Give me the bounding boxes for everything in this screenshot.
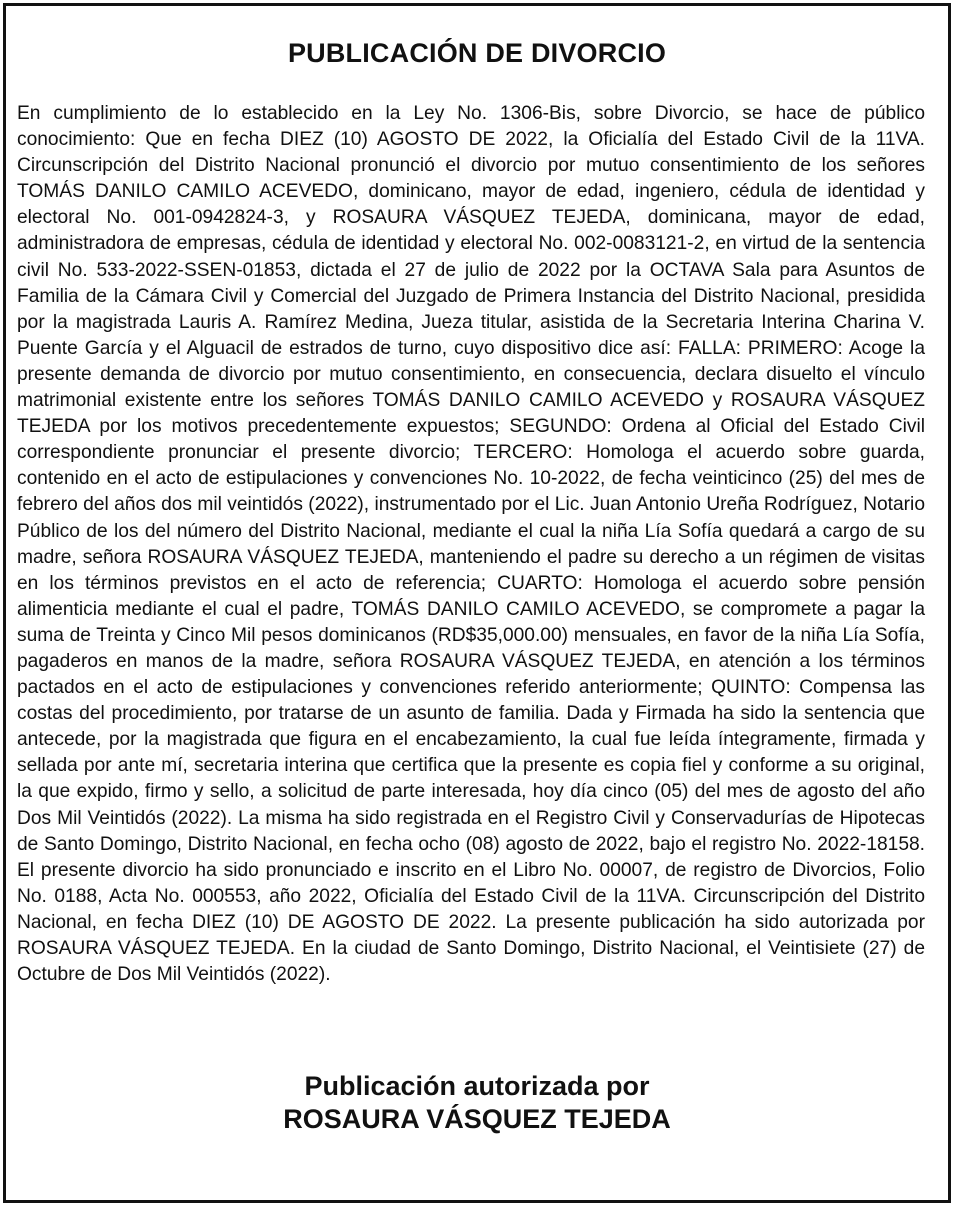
authorizing-person-name: ROSAURA VÁSQUEZ TEJEDA bbox=[283, 1104, 671, 1134]
authorization-line: Publicación autorizada por bbox=[304, 1071, 650, 1101]
authorization-block bbox=[0, 1070, 954, 1136]
notice-body: En cumplimiento de lo establecido en la Ley No. 1306-Bis, sobre Divorcio, se hace de público conocimiento: Que en fecha DIEZ (10) AGOSTO DE 2022, la Oficialía del Estado Civil de la 11VA. Circunscripción del Distrito Nacional pronunció el divorcio por mutuo consentimiento de los señores TOMÁS DANILO CAMILO ACEVEDO, dominicano, mayor de edad, ingeniero, cédula de identidad y electoral No. 001-0942824-3, y ROSAURA VÁSQUEZ TEJEDA, dominicana, mayor de edad, administradora de empresas, cédula de identidad y electoral No. 002-0083121-2, en virtud de la sentencia civil No. 533-2022-SSEN-01853, dictada el 27 de julio de 2022 por la OCTAVA Sala para Asuntos de Familia de la Cámara Civil y Comercial del Juzgado de Primera Instancia del Distrito Nacional, presidida por la magistrada Lauris A. Ramírez Medina, Jueza titular, asistida de la Secretaria Interina Charina V. Puente García y el Alguacil de estrados de turno, cuyo dispositivo dice así: FALLA: PRIMERO: Acoge la presente demanda de divorcio por mutuo consentimiento, en consecuencia, declara disuelto el vínculo matrimonial existente entre los señores TOMÁS DANILO CAMILO ACEVEDO y ROSAURA VÁSQUEZ TEJEDA por los motivos precedentemente expuestos; SEGUNDO: Ordena al Oficial del Estado Civil correspondiente pronunciar el presente divorcio; TERCERO: Homologa el acuerdo sobre guarda, contenido en el acto de estipulaciones y convenciones No. 10-2022, de fecha veinticinco (25) del mes de febrero del años dos mil veintidós (2022), instrumentado por el Lic. Juan Antonio Ureña Rodríguez, Notario Público de los del número del Distrito Nacional, mediante el cual la niña Lía Sofía quedará a cargo de su madre, señora ROSAURA VÁSQUEZ TEJEDA, manteniendo el padre su derecho a un régimen de visitas en los términos previstos en el acto de referencia; CUARTO: Homologa el acuerdo sobre pensión alimenticia mediante el cual el padre, TOMÁS DANILO CAMILO ACEVEDO, se compromete a pagar la suma de Treinta y Cinco Mil pesos dominicanos (RD$35,000.00) mensuales, en favor de la niña Lía Sofía, pagaderos en manos de la madre, señora ROSAURA VÁSQUEZ TEJEDA, en atención a los términos pactados en el acto de estipulaciones y convenciones referido anteriormente; QUINTO: Compensa las costas del procedimiento, por tratarse de un asunto de familia. Dada y Firmada ha sido la sentencia que antecede, por la magistrada que figura en el encabezamiento, la cual fue leída íntegramente, firmada y sellada por ante mí, secretaria interina que certifica que la presente es copia fiel y conforme a su original, la que expido, firmo y sello, a solicitud de parte interesada, hoy día cinco (05) del mes de agosto del año Dos Mil Veintidós (2022). La misma ha sido registrada en el Registro Civil y Conservadurías de Hipotecas de Santo Domingo, Distrito Nacional, en fecha ocho (08) agosto de 2022, bajo el registro No. 2022-18158. El presente divorcio ha sido pronunciado e inscrito en el Libro No. 00007, de registro de Divorcios, Folio No. 0188, Acta No. 000553, año 2022, Oficialía del Estado Civil de la 11VA. Circunscripción del Distrito Nacional, en fecha DIEZ (10) DE AGOSTO DE 2022. La presente publicación ha sido autorizada por ROSAURA VÁSQUEZ TEJEDA. En la ciudad de Santo Domingo, Distrito Nacional, el Veintisiete (27) de Octubre de Dos Mil Veintidós (2022). bbox=[17, 103, 925, 986]
notice-title: PUBLICACIÓN DE DIVORCIO bbox=[287, 38, 667, 68]
